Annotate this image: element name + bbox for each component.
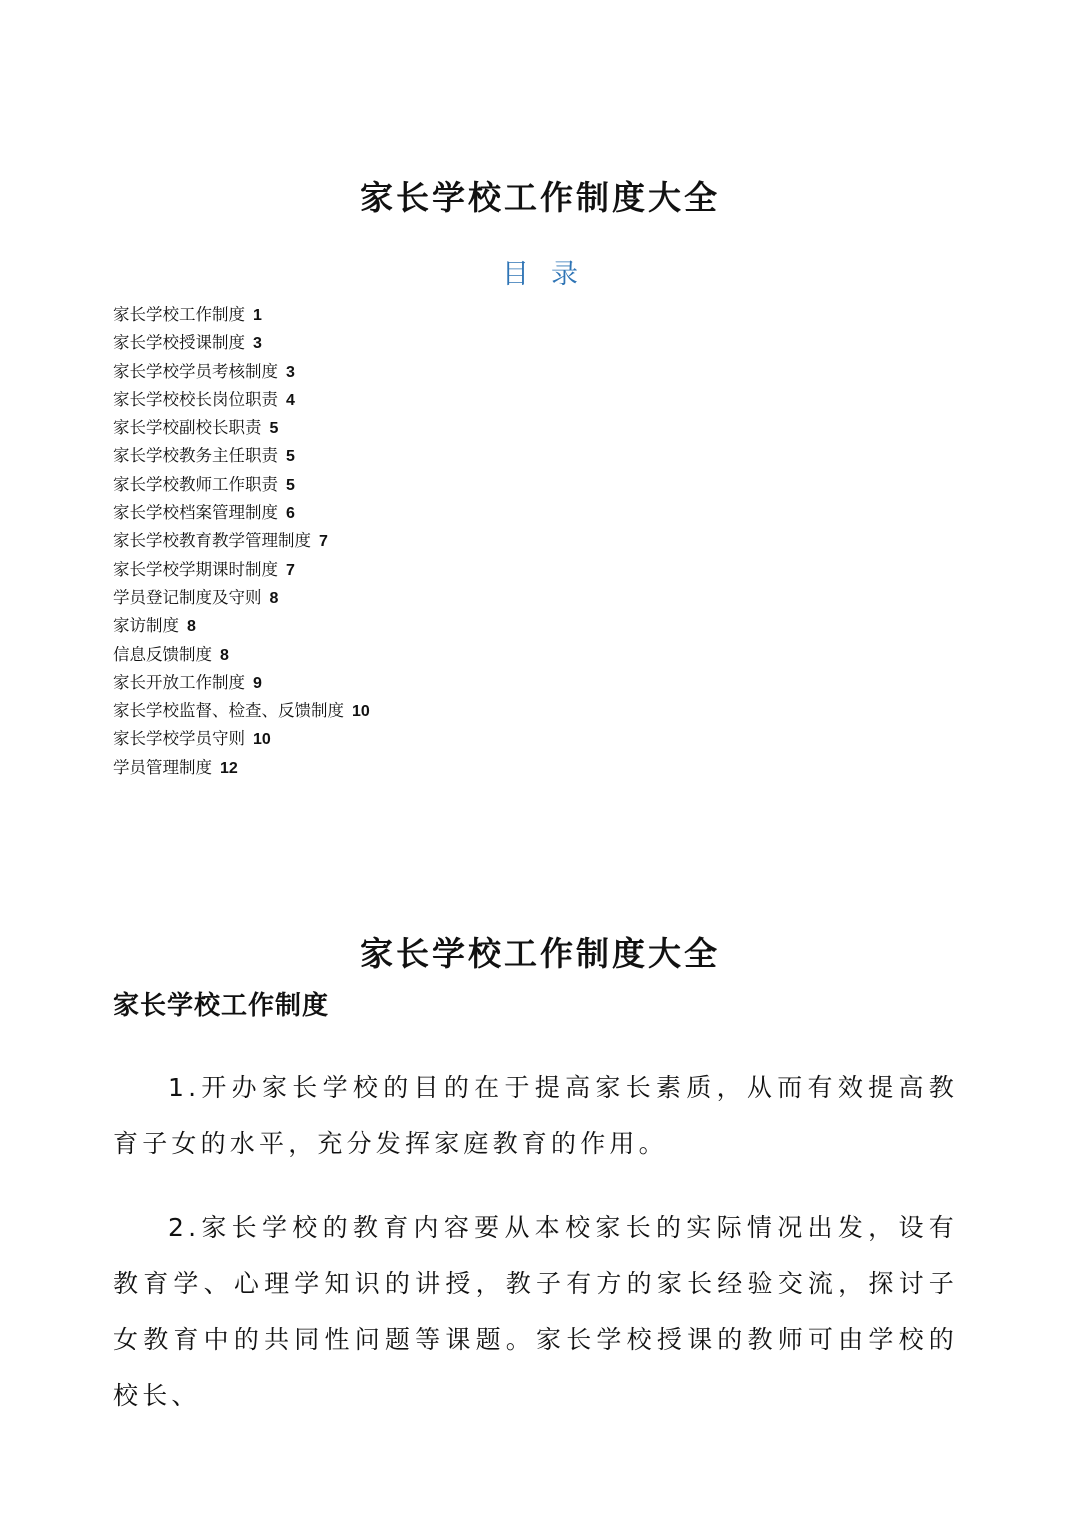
toc-entry-label: 信息反馈制度 — [113, 644, 212, 664]
toc-entry-page: 8 — [220, 646, 229, 664]
toc-entry-label: 家长学校学员守则 — [113, 729, 245, 749]
paragraph: 1.开办家长学校的目的在于提高家长素质，从而有效提高教育子女的水平，充分发挥家庭教育的作用。 — [113, 1073, 958, 1158]
toc-entry[interactable] — [113, 612, 370, 640]
toc-entry[interactable] — [113, 301, 370, 329]
toc-entry[interactable] — [113, 697, 370, 725]
toc-entry-label: 学员登记制度及守则 — [113, 587, 262, 607]
toc-entry-label: 学员管理制度 — [113, 757, 212, 777]
document-title: 家长学校工作制度大全 — [360, 178, 720, 217]
toc-entry[interactable] — [113, 584, 370, 612]
table-of-contents — [113, 301, 370, 782]
toc-entry-page: 7 — [286, 561, 295, 579]
toc-entry-label: 家访制度 — [113, 616, 179, 636]
toc-entry-label: 家长学校授课制度 — [113, 333, 245, 353]
toc-entry[interactable] — [113, 358, 370, 386]
toc-entry[interactable] — [113, 442, 370, 470]
toc-entry-page: 4 — [286, 391, 295, 409]
toc-entry[interactable] — [113, 556, 370, 584]
toc-entry-label: 家长学校教育教学管理制度 — [113, 531, 311, 551]
toc-entry-label: 家长学校副校长职责 — [113, 418, 262, 438]
toc-entry-label: 家长开放工作制度 — [113, 672, 245, 692]
toc-entry[interactable] — [113, 329, 370, 357]
toc-heading: 目录 — [502, 259, 600, 290]
toc-entry-label: 家长学校监督、检查、反馈制度 — [113, 701, 344, 721]
toc-entry-page: 10 — [352, 703, 370, 721]
toc-entry[interactable] — [113, 669, 370, 697]
toc-entry-page: 5 — [286, 476, 295, 494]
toc-entry-page: 10 — [253, 731, 271, 749]
body-title: 家长学校工作制度大全 — [360, 934, 720, 973]
toc-entry-label: 家长学校学期课时制度 — [113, 559, 278, 579]
toc-entry-label: 家长学校教务主任职责 — [113, 446, 278, 466]
toc-entry-page: 8 — [269, 589, 279, 607]
toc-entry[interactable] — [113, 386, 370, 414]
toc-entry[interactable] — [113, 414, 370, 442]
toc-entry-label: 家长学校校长岗位职责 — [113, 389, 278, 409]
toc-entry-page: 5 — [286, 448, 295, 466]
toc-entry-label: 家长学校档案管理制度 — [113, 503, 278, 523]
toc-entry-page: 3 — [253, 335, 262, 353]
toc-entry-page: 6 — [286, 505, 295, 523]
toc-entry-label: 家长学校教师工作职责 — [113, 474, 278, 494]
toc-entry-page: 3 — [286, 363, 295, 381]
toc-entry[interactable] — [113, 527, 370, 555]
toc-entry-page: 12 — [220, 759, 238, 777]
toc-entry[interactable] — [113, 641, 370, 669]
toc-entry-page: 1 — [253, 307, 262, 324]
toc-entry-page: 9 — [253, 674, 262, 692]
toc-entry-page: 8 — [187, 618, 196, 636]
toc-entry[interactable] — [113, 499, 370, 527]
toc-entry[interactable] — [113, 471, 370, 499]
toc-entry-label: 家长学校工作制度 — [113, 305, 245, 324]
toc-entry-label: 家长学校学员考核制度 — [113, 361, 278, 381]
toc-entry[interactable] — [113, 725, 370, 753]
section-heading: 家长学校工作制度 — [113, 991, 330, 1021]
toc-entry-page: 5 — [269, 420, 279, 438]
toc-entry-page: 7 — [319, 533, 328, 551]
toc-entry[interactable] — [113, 754, 370, 782]
paragraph: 2.家长学校的教育内容要从本校家长的实际情况出发，设有教育学、心理学知识的讲授，教子有方的家长经验交流，探讨子女教育中的共同性问题等课题。家长学校授课的教师可由学校的校长、 — [113, 1213, 958, 1410]
